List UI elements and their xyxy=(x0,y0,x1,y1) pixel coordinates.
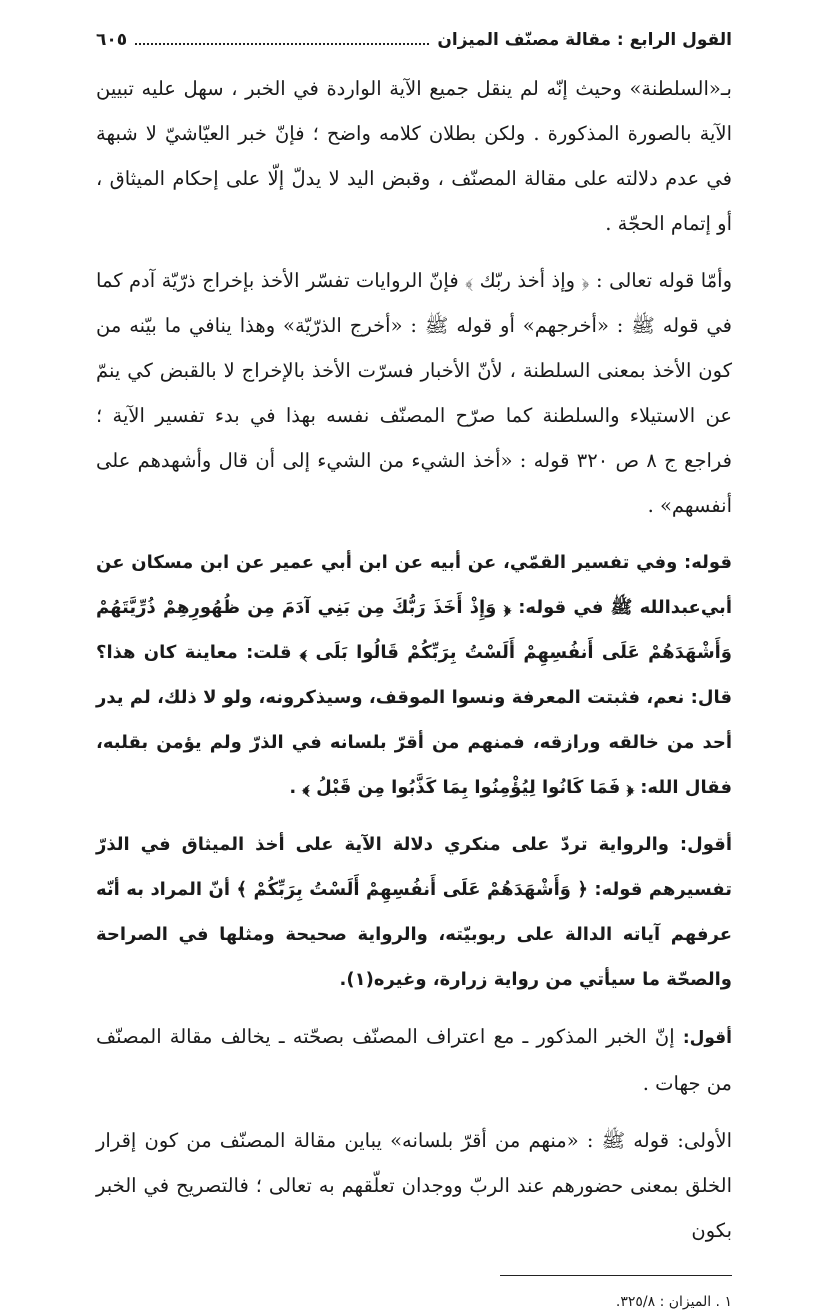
paragraph-2: وأمّا قوله تعالى : ﴿ وإذ أخذ ربّك ﴾ فإنّ الروايات تفسّر الأخذ بإخراج ذرّيّة آدم كما في قوله ﷺ : «أخرجهم» أو قوله ﷺ : «أخرج الذرّيّة» وهذا ينافي ما بيّنه من كون الأخذ بمعنى السلطنة ، لأنّ الأخبار فسرّت الأخذ بالإخراج لا بالقبض كي ينمّ عن الاستيلاء والسلطنة كما صرّح المصنّف نفسه بهذا في بدء تفسير الآية ؛ فراجع ج ٨ ص ٣٢٠ قوله : «أخذ الشيء من الشيء إلى أن قال وأشهدهم على أنفسهم» . xyxy=(96,269,733,517)
paragraph-6: الأولى: قوله ﷺ : «منهم من أقرّ بلسانه» يباين مقالة المصنّف من كون إقرار الخلق بمعنى حضورهم عند الربّ ووجدان تعلّقهم به تعالى ؛ فالتصريح في الخبر بكون xyxy=(96,1129,732,1242)
page-body xyxy=(96,66,732,1253)
paragraph-4-author-comment: أقول: والرواية تردّ على منكري دلالة الآية على أخذ الميثاق في الذرّ تفسيرهم قوله: ﴿ وَأَشْهَدَهُمْ عَلَى أَنفُسِهِمْ أَلَسْتُ بِرَبِّكُمْ ﴾ أنّ المراد به أنّه عرفهم آياته الدالة على ربوبيّته، والرواية صحيحة ومثلها في الصراحة والصحّة ما سيأتي من رواية زرارة، وغيره(١). xyxy=(96,834,732,990)
footnote-rule xyxy=(500,1275,732,1276)
paragraph-5 xyxy=(96,1014,732,1106)
leader-dots xyxy=(135,42,429,45)
footnote: ١ . الميزان : ٣٢٥/٨. xyxy=(615,1294,732,1310)
paragraph-1: بـ«السلطنة» وحيث إنّه لم ينقل جميع الآية الواردة في الخبر ، سهل عليه تبيين الآية بالصورة المذكورة . ولكن بطلان كلامه واضح ؛ فإنّ خبر العيّاشيّ لا شبهة في عدم دلالته على مقالة المصنّف ، وقبض اليد لا يدلّ إلّا على إحكام الميثاق ، أو إتمام الحجّة . xyxy=(96,77,732,235)
paragraph-3-quoted-narration: قوله: وفي تفسير القمّي، عن أبيه عن ابن أبي عمير عن ابن مسكان عن أبي‌عبدالله ﷺ في قوله: ﴿ وَإِذْ أَخَذَ رَبُّكَ مِن بَنِي آدَمَ مِن ظُهُورِهِمْ ذُرِّيَّتَهُمْ وَأَشْهَدَهُمْ عَلَى أَنفُسِهِمْ أَلَسْتُ بِرَبِّكُمْ قَالُوا بَلَى ﴾ قلت: معاينة كان هذا؟ قال: نعم، فثبتت المعرفة ونسوا الموقف، وسيذكرونه، ولو لا ذلك، لم يدر أحد من خالقه ورازقه، فمنهم من أقرّ بلسانه في الذرّ ولم يؤمن بقلبه، فقال الله: ﴿ فَمَا كَانُوا لِيُؤْمِنُوا بِمَا كَذَّبُوا مِن قَبْلُ ﴾ . xyxy=(96,552,732,798)
running-head-title: القول الرابع : مقالة مصنّف الميزان xyxy=(437,30,732,50)
page-number: ٦٠٥ xyxy=(96,30,128,50)
paragraph-5-lead: أقول: xyxy=(682,1028,732,1048)
running-head xyxy=(96,30,732,60)
paragraph-5-text: إنّ الخبر المذكور ـ مع اعتراف المصنّف بصحّته ـ يخالف مقالة المصنّف من جهات . xyxy=(96,1025,732,1095)
